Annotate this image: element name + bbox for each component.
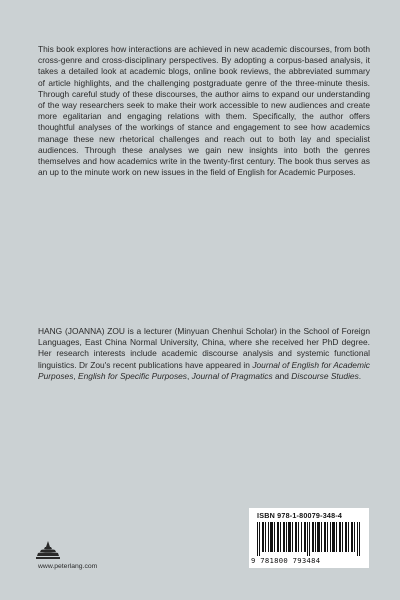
bio-separator: , [73, 370, 79, 381]
bio-separator: and [272, 370, 292, 381]
peter-lang-logo-icon [35, 540, 61, 562]
barcode-icon [257, 522, 361, 556]
isbn-label: ISBN 978-1-80079-348-4 [257, 511, 343, 520]
journal-title: Discourse Studies [291, 370, 359, 381]
barcode-digits: 9 781800 793484 [251, 556, 321, 565]
journal-title: English for Specific Purposes [78, 370, 187, 381]
author-bio [38, 326, 370, 382]
journal-title: Journal of Pragmatics [191, 370, 273, 381]
barcode-block [249, 508, 369, 568]
bio-end: . [358, 370, 362, 381]
publisher-url: www.peterlang.com [38, 563, 98, 570]
journal-title: Journal of English for Academic Purposes [38, 359, 370, 381]
bio-intro: HANG (JOANNA) ZOU is a lecturer (Minyuan Chenhui Scholar) in the School of Foreign Languages, East China Normal University, China, where she received her PhD degree. Her research interests include academic discourse analysis and systemic functional linguistics. Dr Zou's recent publications have appeared in [38, 326, 370, 370]
bio-separator: , [186, 370, 192, 381]
book-blurb: This book explores how interactions are achieved in new academic discourses, from both cross-genre and cross-disciplinary perspectives. By adopting a corpus-based analysis, it takes a detailed look at academic blogs, online book reviews, the abbreviated summary of article highlights, and the challenging postgraduate genre of the three-minute thesis. Through careful study of these discourses, the author aims to expand our understanding of the way researchers seek to make their work accessible to new audiences and create more egalitarian and engaging relations with them. Specifically, the author offers thoughtful analyses of the workings of stance and engagement to see how academics manage these new rhetorical challenges and reach out to both lay and specialist audiences. Through these analyses we gain new insights into both the genres themselves and how academics write in the twenty-first century. The book thus serves as an up to the minute work on new issues in the field of English for Academic Purposes. [38, 44, 370, 178]
